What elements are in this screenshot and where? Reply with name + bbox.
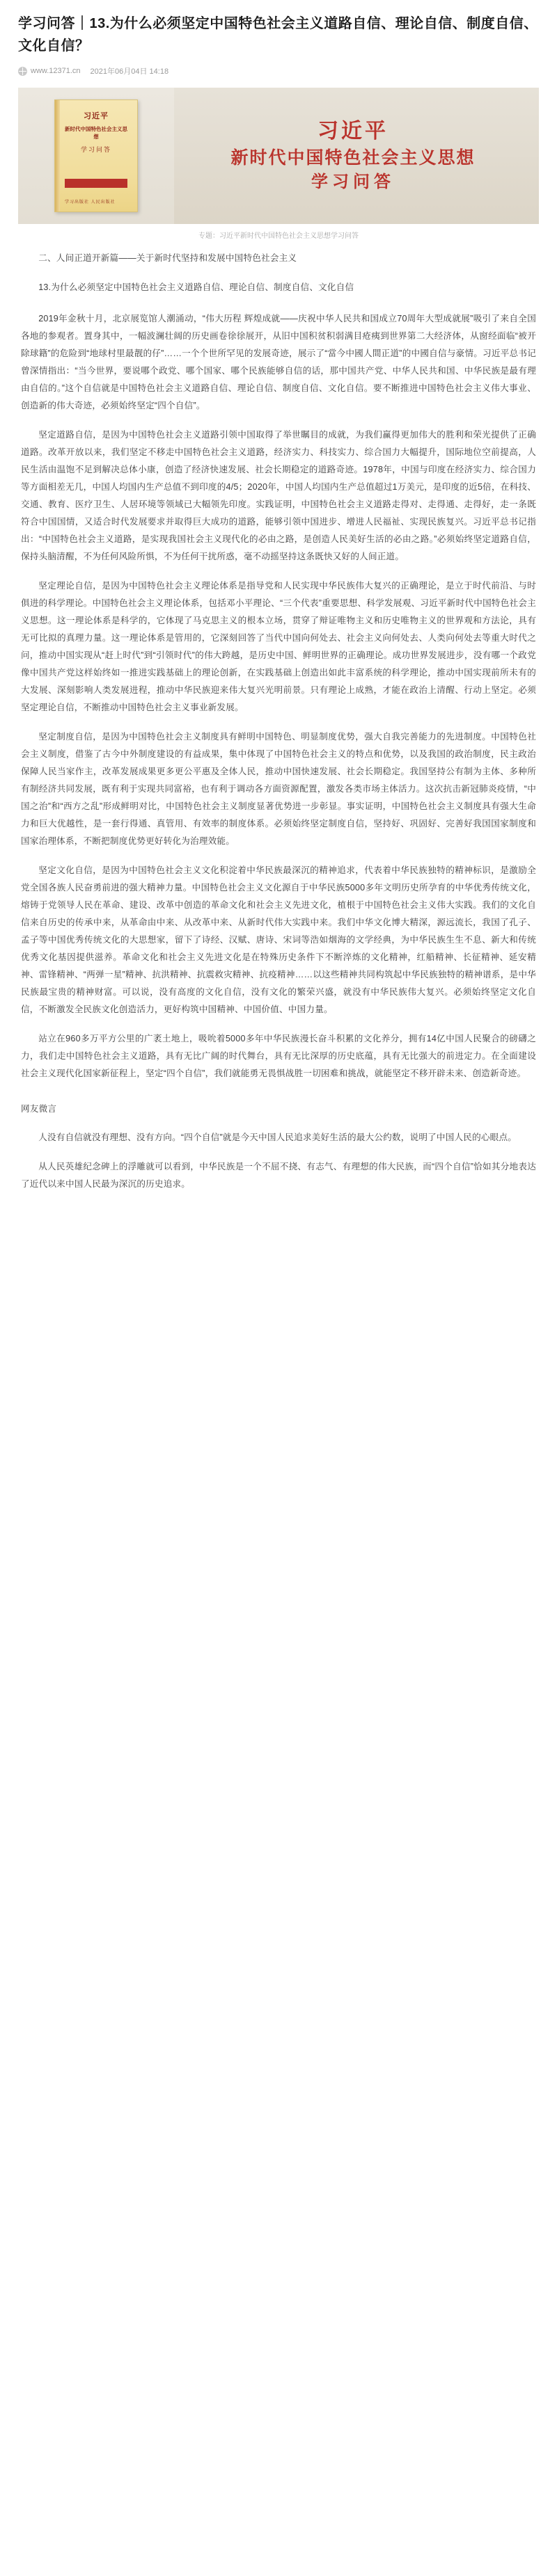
weibo-heading: 网友微言	[21, 1104, 57, 1114]
paragraph: 坚定制度自信，是因为中国特色社会主义制度具有鲜明中国特色、明显制度优势，强大自我完善能力的先进制度。中国特色社会主义制度，借鉴了古今中外制度建设的有益成果，集中体现了中国特色社会主义的特点和优势，以及我国的政治制度，民主政治保障人民当家作主，改革发展成果更多更公平惠及全体人民，推动中国快速发展、社会长期稳定。我国坚持公有制为主体、多种所有制经济共同发展，既有利于实现共同富裕，也有利于调动各方面资源配置，激发各类市场主体活力。这次抗击新冠肺炎疫情，“中国之治”和“西方之乱”形成鲜明对比，中国特色社会主义制度显著优势进一步彰显。事实证明，中国特色社会主义制度具有强大生命力和巨大优越性，是一套行得通、真管用、有效率的制度体系。必须始终坚定制度自信，坚持好、巩固好、完善好我国国家制度和国家治理体系，不断把制度优势更好转化为治理效能。	[21, 732, 536, 846]
banner-area	[174, 88, 539, 224]
title-separator: ｜	[75, 16, 90, 31]
paragraph: 站立在960多万平方公里的广袤土地上，吸吮着5000多年中华民族漫长奋斗积累的文化养分，拥有14亿中国人民聚合的磅礴之力，我们走中国特色社会主义道路，具有无比广阔的时代舞台，具有无比深厚的历史底蕴，具有无比强大的前进定力。在全面建设社会主义现代化国家新征程上，坚定“四个自信”，我们就能勇无畏惧战胜一切困难和挑战，就能坚定不移开辟未来、创造新奇迹。	[21, 1034, 536, 1078]
article-meta	[18, 65, 539, 83]
globe-icon	[18, 67, 27, 76]
banner-line2: 新时代中国特色社会主义思想	[230, 148, 476, 168]
page-title	[18, 13, 539, 57]
article-header	[0, 0, 557, 83]
book-title-line1: 习近平	[84, 112, 109, 120]
source-label: www.12371.cn	[31, 67, 81, 75]
banner-line3: 学习问答	[311, 173, 395, 191]
weibo-section	[21, 1101, 536, 1193]
section-heading: 二、人间正道开新篇——关于新时代坚持和发展中国特色社会主义	[38, 253, 297, 263]
book-title-line2: 新时代中国特色社会主义思想	[65, 126, 127, 140]
figure-caption: 专题：习近平新时代中国特色社会主义思想学习问答	[198, 232, 359, 240]
title-prefix: 学习问答	[18, 16, 75, 31]
book-cover	[54, 99, 138, 212]
weibo-paragraph: 从人民英雄纪念碑上的浮雕就可以看到，中华民族是一个不屈不挠、有志气、有理想的伟大民族，而“四个自信”恰如其分地表达了近代以来中国人民最为深沉的历史追求。	[21, 1162, 536, 1189]
book-publisher: 学习出版社 人民出版社	[65, 200, 116, 205]
weibo-paragraph: 人没有自信就没有理想、没有方向。“四个自信”就是今天中国人民追求美好生活的最大公约数，说明了中国人民的心眼点。	[38, 1133, 517, 1142]
paragraph: 坚定理论自信，是因为中国特色社会主义理论体系是指导党和人民实现中华民族伟大复兴的正确理论，是立于时代前沿、与时俱进的科学理论。中国特色社会主义理论体系，包括邓小平理论、“三个代表”重要思想、科学发展观、习近平新时代中国特色社会主义思想。这一理论体系是科学的，它体现了马克思主义的根本立场，贯穿了辩证唯物主义和历史唯物主义的世界观和方法论，具有无可比拟的真理力量。这一理论体系是管用的，它深刻回答了当代中国向何处去、社会主义向何处去、人类向何处去等重大时代之问，推动中国实现从“赶上时代”到“引领时代”的伟大跨越，是历史中国、鲜明世界的正确理论。成功世界发展进步，没有哪一个政党像中国共产党这样始终如一推进实践基础上的理论创新，在实践基础上创造出如此丰富系统的科学理论，推动中国实现前所未有的大发展、深刻影响人类发展进程，推动中华民族迎来伟大复兴光明前景。只有理论上成熟，才能在政治上清醒、行动上坚定。必须坚定理论自信，不断推动中国特色社会主义事业新发展。	[21, 581, 536, 712]
figure-image	[18, 88, 539, 224]
banner-line1: 习近平	[317, 120, 389, 143]
book-band	[65, 179, 127, 188]
paragraph: 2019年金秋十月，北京展览馆人潮涌动，“伟大历程 辉煌成就——庆祝中华人民共和国成立70周年大型成就展”吸引了来自全国各地的参观者。置身其中，一幅波澜壮阔的历史画卷徐徐展开，从旧中国积贫积弱满目疮痍到世界第二大经济体，从窗经面临“被开除球籍”的危险到“地球村里最靓的仔”……一个个世所罕见的发展奇迹，展示了“當今中國人間正道”的中國自信与豪情。习近平总书记曾深情指出：“当今世界，要说哪个政党、哪个国家、哪个民族能够自信的话，那中国共产党、中华人民共和国、中华民族是最有理由自信的。”这个自信就是中国特色社会主义道路自信、理论自信、制度自信、文化自信。要不断推进中国特色社会主义伟大事业、创造新的伟大奇迹，必须始终坚定“四个自信”。	[21, 314, 536, 410]
article-body	[0, 240, 557, 1233]
book-spine	[55, 100, 60, 211]
paragraph: 坚定道路自信，是因为中国特色社会主义道路引领中国取得了举世瞩目的成就，为我们赢得更加伟大的胜利和荣光提供了正确道路。改革开放以来，我们坚定不移走中国特色社会主义道路，经济实力、科技实力、综合国力大幅提升，国际地位空前提高，人民生活由温饱不足到解决总体小康，创造了经济快速发展、社会长期稳定的道路奇迹。1978年，中国与印度在经济实力、综合国力等方面相差无几，中国人均国内生产总值不到印度的4/5；2020年，中国人均国内生产总值超过1万美元，是印度的近5倍，在科技、交通、教育、医疗卫生、人居环境等领域已大幅领先印度。实践证明，中国特色社会主义道路走得对、走得通、走得好，走一条既符合中国国情，又适合时代发展要求并取得巨大成功的道路，能够引领中国进步、增进人民福祉、实现民族复兴。习近平总书记指出：“中国特色社会主义道路，是实现我国社会主义现代化的必由之路，是创造人民美好生活的必由之路。”必须始终坚定道路自信，保持头脑清醒，不为任何风险所惧，不为任何干扰所惑，毫不动摇坚持这条既快又好的人间正道。	[21, 430, 536, 561]
article-figure	[0, 88, 557, 240]
article-page	[0, 0, 557, 1233]
book-cover-area	[18, 88, 174, 224]
paragraph: 坚定文化自信，是因为中国特色社会主义文化积淀着中华民族最深沉的精神追求，代表着中华民族独特的精神标识，是激励全党全国各族人民奋勇前进的强大精神力量。中国特色社会主义文化源自于中华民族5000多年文明历史所孕育的中华优秀传统文化，熔铸于党领导人民在革命、建设、改革中创造的革命文化和社会主义先进文化，植根于中国特色社会主义伟大实践。我们的文化自信来自历史的传承中来，从革命由中来、从改革中来、从新时代伟大实践中来。我们中华文化博大精深，源远流长，我国了孔子、孟子等中国优秀传统文化的大思想家，留下了诗经、汉赋、唐诗、宋词等浩如烟海的文学经典，为中华民族生生不息、新大和传统优秀文化基因提供滋养。革命文化和社会主义先进文化是在特殊历史条件下不断淬炼的文化精神，红船精神、长征精神、延安精神、雷锋精神、“两弹一星”精神、抗洪精神、抗震救灾精神、抗疫精神……以这些精神共同构筑起中华民族独特的精神谱系，是中华民族最宝贵的精神财富。可以说，没有高度的文化自信，没有文化的繁荣兴盛，就没有中华民族伟大复兴。必须始终坚定文化自信，不断激发全民族文化创造活力，更好构筑中国精神、中国价值、中国力量。	[21, 865, 536, 1014]
title-main: 13.为什么必须坚定中国特色社会主义道路自信、理论自信、制度自信、文化自信？	[18, 16, 538, 54]
book-title-line3: 学习问答	[80, 146, 111, 153]
question-heading: 13.为什么必须坚定中国特色社会主义道路自信、理论自信、制度自信、文化自信	[38, 282, 354, 292]
publish-date: 2021年06月04日 14:18	[90, 67, 169, 76]
